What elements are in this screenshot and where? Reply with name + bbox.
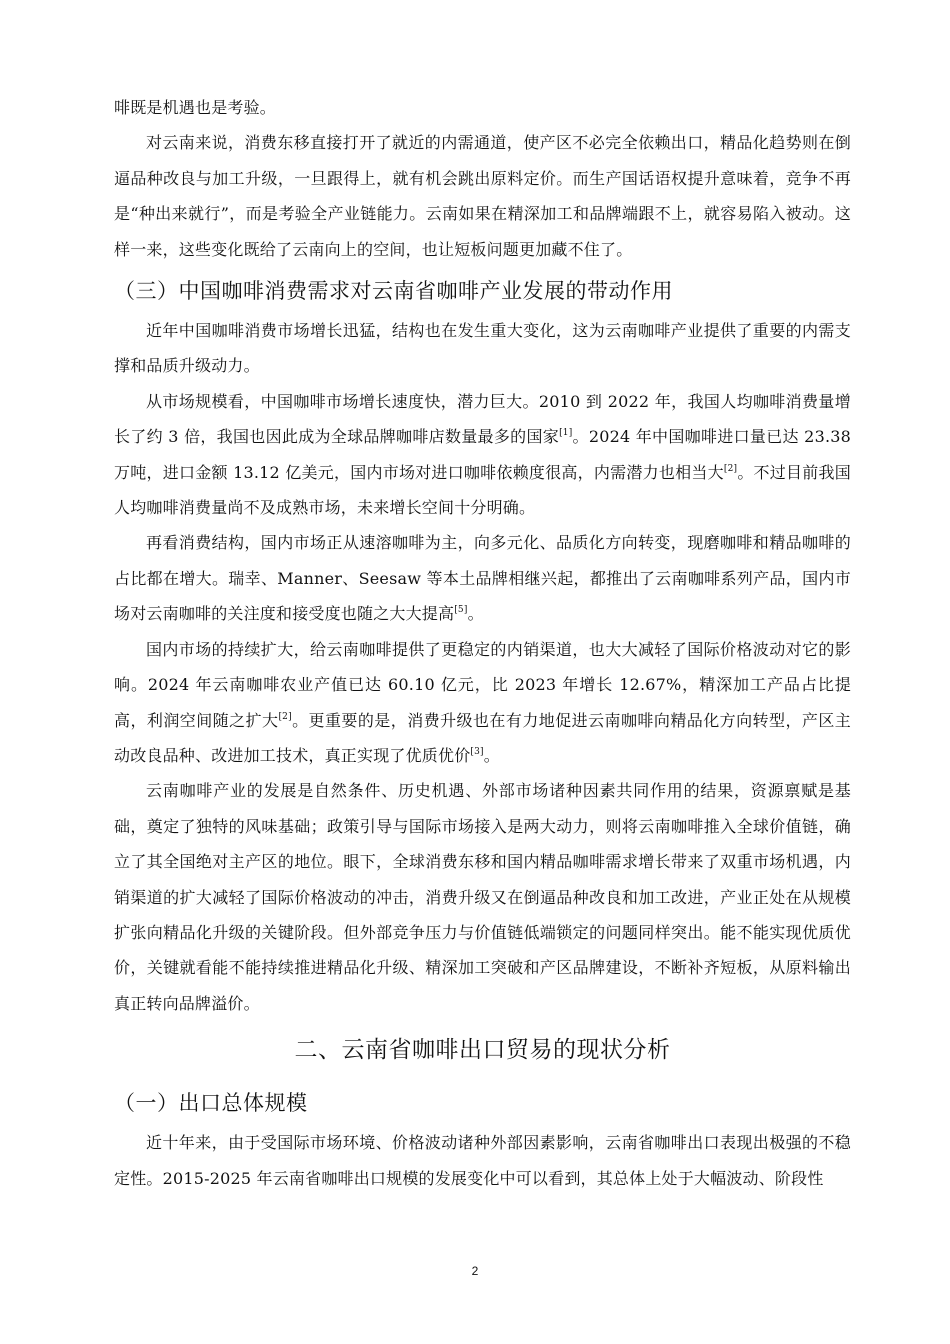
paragraph <box>114 525 851 631</box>
document-body <box>114 90 851 1196</box>
text-run: 。不过目前我国人均咖啡消费量尚不及成熟市场，未来增长空间十分明确。 <box>114 462 851 518</box>
paragraph: 近十年来，由于受国际市场环境、价格波动诸种外部因素影响，云南省咖啡出口表现出极强的不稳定性。2015-2025 年云南省咖啡出口规模的发展变化中可以看到，其总体上处于大幅波动、阶段性 <box>114 1133 851 1188</box>
citation-ref: [3] <box>470 746 484 757</box>
text-run: 。更重要的是，消费升级也在有力地促进云南咖啡向精品化方向转型，产区主动改良品种、改进加工技术，真正实现了优质优价 <box>114 710 851 765</box>
section-heading: （三）中国咖啡消费需求对云南省咖啡产业发展的带动作用 <box>114 279 673 304</box>
paragraph: 云南咖啡产业的发展是自然条件、历史机遇、外部市场诸种因素共同作用的结果，资源禀赋是基础，奠定了独特的风味基础；政策引导与国际市场接入是两大动力，则将云南咖啡推入全球价值链，确立了其全国绝对主产区的地位。眼下，全球消费东移和国内精品咖啡需求增长带来了双重市场机遇，内销渠道的扩大减轻了国际价格波动的冲击，消费升级又在倒逼品种改良和加工改进，产业正处在从规模扩张向精品化升级的关键阶段。但外部竞争压力与价值链低端锁定的问题同样突出。能不能实现优质优价，关键就看能不能持续推进精品化升级、精深加工突破和产区品牌建设，不断补齐短板，从原料输出真正转向品牌溢价。 <box>114 781 851 1013</box>
text-run: 。2024 年中国咖啡进口量已达 23.38 万吨，进口金额 13.12 亿美元，国内市场对进口咖啡依赖度很高，内需潜力也相当大 <box>114 427 851 482</box>
paragraph <box>114 632 851 774</box>
citation-ref: [1] <box>559 428 573 439</box>
text-run: 。 <box>483 745 500 765</box>
paragraph: 啡既是机遇也是考验。 <box>114 98 277 117</box>
section-heading: （一）出口总体规模 <box>114 1091 308 1116</box>
citation-ref: [2] <box>723 463 738 474</box>
citation-ref: [2] <box>278 711 292 722</box>
text-run: 。 <box>467 604 484 624</box>
citation-ref: [5] <box>454 605 468 616</box>
paragraph <box>114 384 851 526</box>
text-run: 再看消费结构，国内市场正从速溶咖啡为主，向多元化、品质化方向转变，现磨咖啡和精品咖啡的占比都在增大。瑞幸、Manner、Seesaw 等本土品牌相继兴起，都推出了云南咖啡系列产品，国内市场对云南咖啡的关注度和接受度也随之大大提高 <box>114 533 851 624</box>
chapter-heading: 二、云南省咖啡出口贸易的现状分析 <box>294 1037 671 1064</box>
paragraph: 近年中国咖啡消费市场增长迅猛，结构也在发生重大变化，这为云南咖啡产业提供了重要的内需支撑和品质升级动力。 <box>114 321 851 376</box>
paragraph: 对云南来说，消费东移直接打开了就近的内需通道，使产区不必完全依赖出口，精品化趋势则在倒逼品种改良与加工升级，一旦跟得上，就有机会跳出原料定价。而生产国话语权提升意味着，竞争不再是“种出来就行”，而是考验全产业链能力。云南如果在精深加工和品牌端跟不上，就容易陷入被动。这样一来，这些变化既给了云南向上的空间，也让短板问题更加藏不住了。 <box>114 133 851 259</box>
text-run: 国内市场的持续扩大，给云南咖啡提供了更稳定的内销渠道，也大大减轻了国际价格波动对它的影响。2024 年云南咖啡农业产值已达 60.10 亿元，比 2023 年增长 12.67%，精深加工产品占比提高，利润空间随之扩大 <box>114 639 851 730</box>
text-run: 从市场规模看，中国咖啡市场增长速度快，潜力巨大。2010 到 2022 年，我国人均咖啡消费量增长了约 3 倍，我国也因此成为全球品牌咖啡店数量最多的国家 <box>114 391 851 447</box>
page-number: 2 <box>471 1264 479 1278</box>
